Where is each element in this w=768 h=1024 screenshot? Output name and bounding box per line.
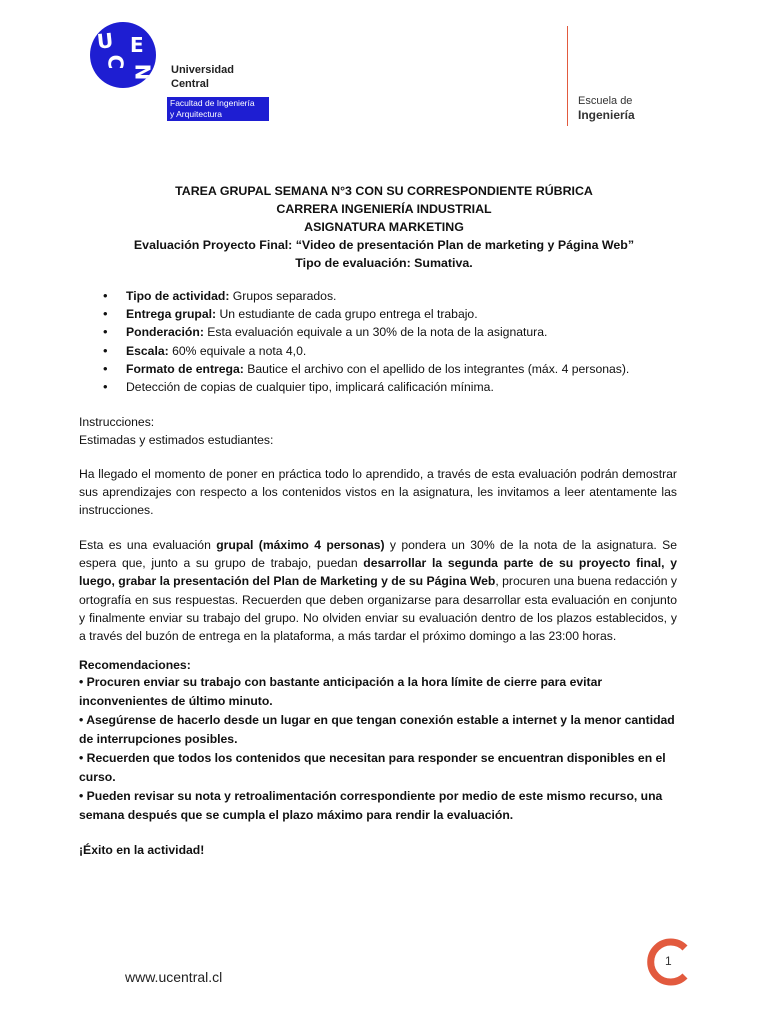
ucen-logo bbox=[90, 22, 156, 88]
document-title-block bbox=[70, 182, 698, 272]
faculty-badge bbox=[167, 97, 269, 121]
title-line-5: Tipo de evaluación: Sumativa. bbox=[295, 256, 473, 270]
bullet-label: Escala: bbox=[126, 343, 169, 358]
logo-letter-e: E bbox=[130, 33, 144, 57]
instructions-paragraph-2 bbox=[79, 536, 677, 645]
title-line-2: CARRERA INGENIERÍA INDUSTRIAL bbox=[276, 202, 492, 216]
logo-letter-n: N bbox=[130, 63, 155, 81]
faculty-line2: y Arquitectura bbox=[170, 109, 222, 119]
list-item: • Procuren enviar su trabajo con bastante anticipación a la hora límite de cierre para evitar inconvenientes de último minuto. bbox=[79, 675, 603, 708]
page-number: 1 bbox=[665, 954, 672, 968]
school-name bbox=[578, 94, 635, 122]
footer-website: www.ucentral.cl bbox=[125, 969, 223, 985]
list-item bbox=[100, 342, 670, 360]
closing-message: ¡Éxito en la actividad! bbox=[79, 843, 205, 857]
bullet-label: Entrega grupal: bbox=[126, 307, 217, 322]
logo-letter-c: C bbox=[103, 54, 128, 70]
list-item bbox=[100, 323, 670, 341]
bullet-text: Bautice el archivo con el apellido de los integrantes (máx. 4 personas). bbox=[243, 361, 630, 376]
p2-part-e: , procuren una buena redacción y ortografía en sus respuestas. Recuerden que deben organizarse para desarrollar esta evaluación en conjunto y finalmente enviar su trabajo del grupo. No olviden enviar su evaluación dentro de los plazos establecidos, y a través del buzón de entrega en la plataforma, a más tardar el próximo domingo a las 23:00 horas. bbox=[79, 574, 677, 644]
recommendations-heading: Recomendaciones: bbox=[79, 658, 191, 672]
bullet-text: Esta evaluación equivale a un 30% de la nota de la asignatura. bbox=[203, 325, 548, 340]
p2-part-d: desarrollar la segunda parte de su proyecto final, y luego, grabar la presentación del Plan de Marketing y de su Página Web bbox=[79, 556, 677, 589]
bullet-text: Un estudiante de cada grupo entrega el trabajo. bbox=[216, 307, 478, 322]
p2-part-a: Esta es una evaluación bbox=[79, 538, 217, 552]
bullet-label: Tipo de actividad: bbox=[126, 289, 230, 303]
bullet-text: Detección de copias de cualquier tipo, implicará calificación mínima. bbox=[126, 380, 494, 395]
bullet-text: 60% equivale a nota 4,0. bbox=[168, 343, 307, 358]
instructions-paragraph-1: Ha llegado el momento de poner en práctica todo lo aprendido, a través de esta evaluación podrán demostrar sus aprendizajes con respecto a los contenidos vistos en la asignatura, les invitamos a leer atentamente las instrucciones. bbox=[79, 467, 677, 518]
header-divider bbox=[567, 26, 568, 126]
list-item bbox=[100, 378, 670, 396]
school-line2: Ingeniería bbox=[578, 108, 635, 122]
school-line1: Escuela de bbox=[578, 95, 633, 107]
faculty-line1: Facultad de Ingeniería bbox=[170, 98, 255, 108]
recommendations-list bbox=[79, 673, 679, 825]
logo-letter-u: U bbox=[95, 28, 115, 54]
list-item bbox=[100, 287, 670, 305]
bullet-label: Ponderación: bbox=[126, 325, 204, 340]
p2-part-c: y pondera un 30% de la nota de la asignatura. Se espera que, junto a su grupo de trabajo, puedan bbox=[79, 538, 677, 571]
title-line-4: Evaluación Proyecto Final: “Video de presentación Plan de marketing y Página Web” bbox=[133, 238, 635, 252]
title-line-3: ASIGNATURA MARKETING bbox=[304, 220, 464, 234]
list-item bbox=[100, 360, 670, 378]
activity-details-list bbox=[100, 287, 670, 396]
university-line1: Universidad bbox=[171, 64, 234, 76]
university-name bbox=[171, 63, 281, 91]
instructions-heading: Instrucciones: bbox=[79, 415, 155, 429]
university-line2: Central bbox=[171, 78, 209, 90]
list-item bbox=[100, 305, 670, 323]
bullet-text: Grupos separados. bbox=[229, 289, 337, 303]
p2-part-b: grupal (máximo 4 personas) bbox=[216, 538, 385, 552]
list-item: • Pueden revisar su nota y retroalimentación correspondiente por medio de este mismo recurso, una semana después que se cumpla el plazo máximo para rendir la evaluación. bbox=[79, 789, 663, 822]
instructions-greeting: Estimadas y estimados estudiantes: bbox=[79, 433, 274, 447]
title-line-1: TAREA GRUPAL SEMANA N°3 CON SU CORRESPONDIENTE RÚBRICA bbox=[175, 184, 593, 198]
list-item: • Recuerden que todos los contenidos que necesitan para responder se encuentran disponibles en el curso. bbox=[79, 751, 666, 784]
list-item: • Asegúrense de hacerlo desde un lugar en que tengan conexión estable a internet y la menor cantidad de interrupciones posibles. bbox=[79, 713, 675, 746]
bullet-label: Formato de entrega: bbox=[126, 361, 244, 376]
